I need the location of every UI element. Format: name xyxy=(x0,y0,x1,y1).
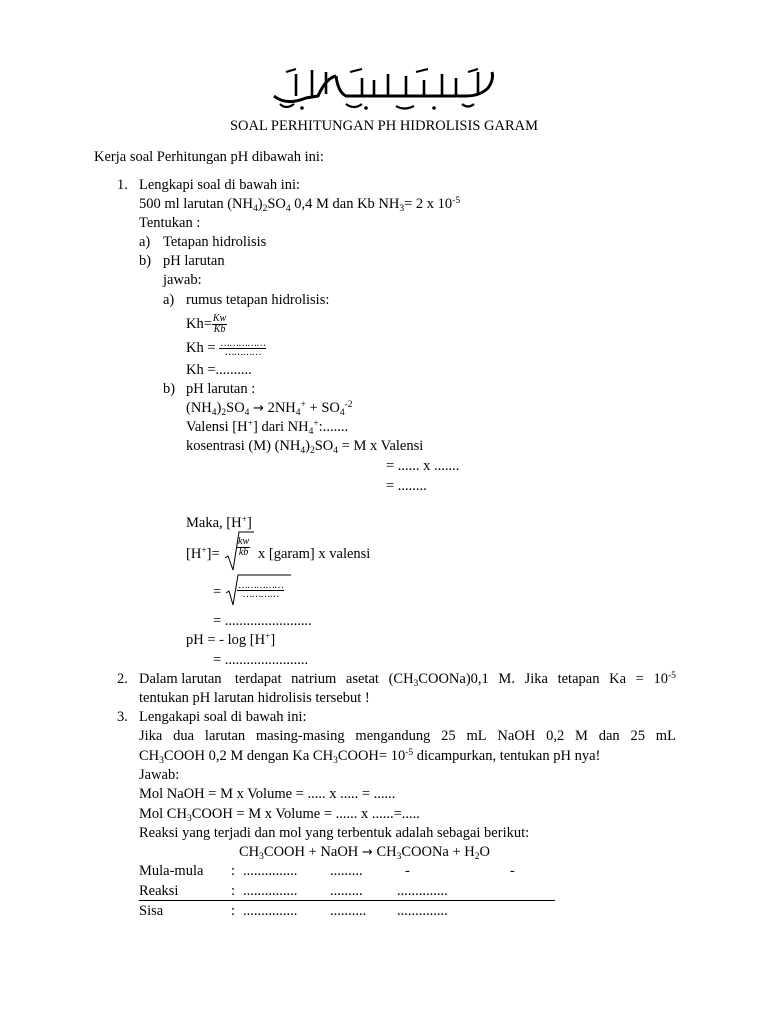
konsentrasi-eq-1: = ...... x ....... xyxy=(386,458,460,474)
q1-number: 1. xyxy=(117,177,128,193)
ph-result: = ....................... xyxy=(213,652,309,668)
reaction-equation: $CH_3COOH$ + NaOH → $CH_3COONa + H_2O$ xyxy=(239,844,490,862)
valensi-line: Valensi [H+] dari $NH_4^+$:....... xyxy=(186,419,349,437)
arrow-right-icon: → xyxy=(361,845,373,860)
table-row-label: Mula-mula xyxy=(139,863,204,879)
mol-ch3cooh: Mol $CH_3COOH = M$ x Volume = ...... x ......=..... xyxy=(139,806,420,824)
konsentrasi-eq-2: = ........ xyxy=(386,478,427,494)
q1-a-text: Tetapan hidrolisis xyxy=(163,234,267,250)
q3-line2: $CH_3COOH$ 0,2 M dengan Ka $CH_3COOH= 10^{-5}$ dicampurkan, tentukan pH nya! xyxy=(139,748,601,766)
kh-substituted: Kh = $\frac{\dots\dots\dots\dots\dots}{\dots\dots\dots\dots}$ xyxy=(186,338,266,359)
ans-b-label: b) xyxy=(163,381,176,397)
table-row-label: Reaksi xyxy=(139,883,179,899)
reaksi-intro: Reaksi yang terjadi dan mol yang terbentuk adalah sebagai berikut: xyxy=(139,825,530,841)
page-title: SOAL PERHITUNGAN PH HIDROLISIS GARAM xyxy=(229,118,538,134)
maka-line: Maka, [H+] xyxy=(186,515,252,531)
h-result: = ........................ xyxy=(213,613,312,629)
kh-result: Kh =.......... xyxy=(186,362,252,378)
ph-formula: pH = - log [H+] xyxy=(186,632,276,648)
h-formula: [H+]= xyxy=(186,546,220,562)
table-cell: ............... xyxy=(243,883,298,899)
q3-line1: Jika dua larutan masing-masing mengandung 25 mL NaOH 0,2 M dan 25 mL xyxy=(139,728,676,744)
table-cell: .............. xyxy=(397,903,448,919)
sqrt-dots-fraction: $\frac{\dots\dots\dots\dots\dots}{\dots\dots\dots\dots}$ xyxy=(238,580,283,601)
table-cell: ............... xyxy=(243,903,298,919)
garam-text: x [garam] x valensi xyxy=(258,546,371,562)
table-cell: - xyxy=(510,863,515,879)
kw-kb-fraction: $\frac{kw}{kb}$ xyxy=(238,536,250,559)
q1-instruction: Lengkapi soal di bawah ini: xyxy=(139,177,301,193)
q1-tentukan: Tentukan : xyxy=(139,215,201,231)
intro-text: Kerja soal Perhitungan pH dibawah ini: xyxy=(94,149,324,165)
table-row-label: Sisa xyxy=(139,903,164,919)
q1-jawab: jawab: xyxy=(163,272,202,288)
ans-b-text: pH larutan : xyxy=(186,381,256,397)
q2-line2: tentukan pH larutan hidrolisis tersebut ! xyxy=(139,690,370,706)
ans-a-text: rumus tetapan hidrolisis: xyxy=(186,292,330,308)
kh-formula: Kh= $\frac{Kw}{Kb}$ xyxy=(186,313,227,336)
table-cell: ......... xyxy=(330,883,363,899)
dissociation-reaction: $(NH_4)_2SO_4 \to 2NH_4^+ + SO_4^{-2}$ xyxy=(186,400,353,418)
q3-jawab: Jawab: xyxy=(139,767,180,783)
table-cell: - xyxy=(405,863,410,879)
table-row-colon: : xyxy=(231,903,236,919)
q2-number: 2. xyxy=(117,671,128,687)
mol-naoh: Mol NaOH = M x Volume = ..... x ..... = ...... xyxy=(139,786,396,802)
konsentrasi-line: kosentrasi (M) $(NH_4)_2SO_4 = M$ x Valensi xyxy=(186,438,424,456)
q1-b-text: pH larutan xyxy=(163,253,225,269)
table-row-colon: : xyxy=(231,883,236,899)
q2-line1: Dalam larutan terdapat natrium asetat $(CH_3COONa)0,1$ M. Jika tetapan Ka = $10^{-5}$ xyxy=(139,671,676,689)
sqrt-eq-sign: = xyxy=(213,584,222,600)
table-divider xyxy=(139,900,555,901)
table-cell: .......... xyxy=(330,903,367,919)
q1-given: 500 ml larutan $(NH_4)_2SO_4$ 0,4 M dan Kb $NH_3= 2$ x $10^{-5}$ xyxy=(139,196,461,214)
table-cell: .............. xyxy=(397,883,448,899)
table-cell: ............... xyxy=(243,863,298,879)
q1-a-label: a) xyxy=(139,234,151,250)
table-cell: ......... xyxy=(330,863,363,879)
q1-b-label: b) xyxy=(139,253,152,269)
ans-a-label: a) xyxy=(163,292,175,308)
bismillah-calligraphy xyxy=(266,66,506,112)
table-row-colon: : xyxy=(231,863,236,879)
arrow-right-icon: → xyxy=(253,401,264,416)
q3-instruction: Lengakapi soal di bawah ini: xyxy=(139,709,307,725)
q3-number: 3. xyxy=(117,709,128,725)
